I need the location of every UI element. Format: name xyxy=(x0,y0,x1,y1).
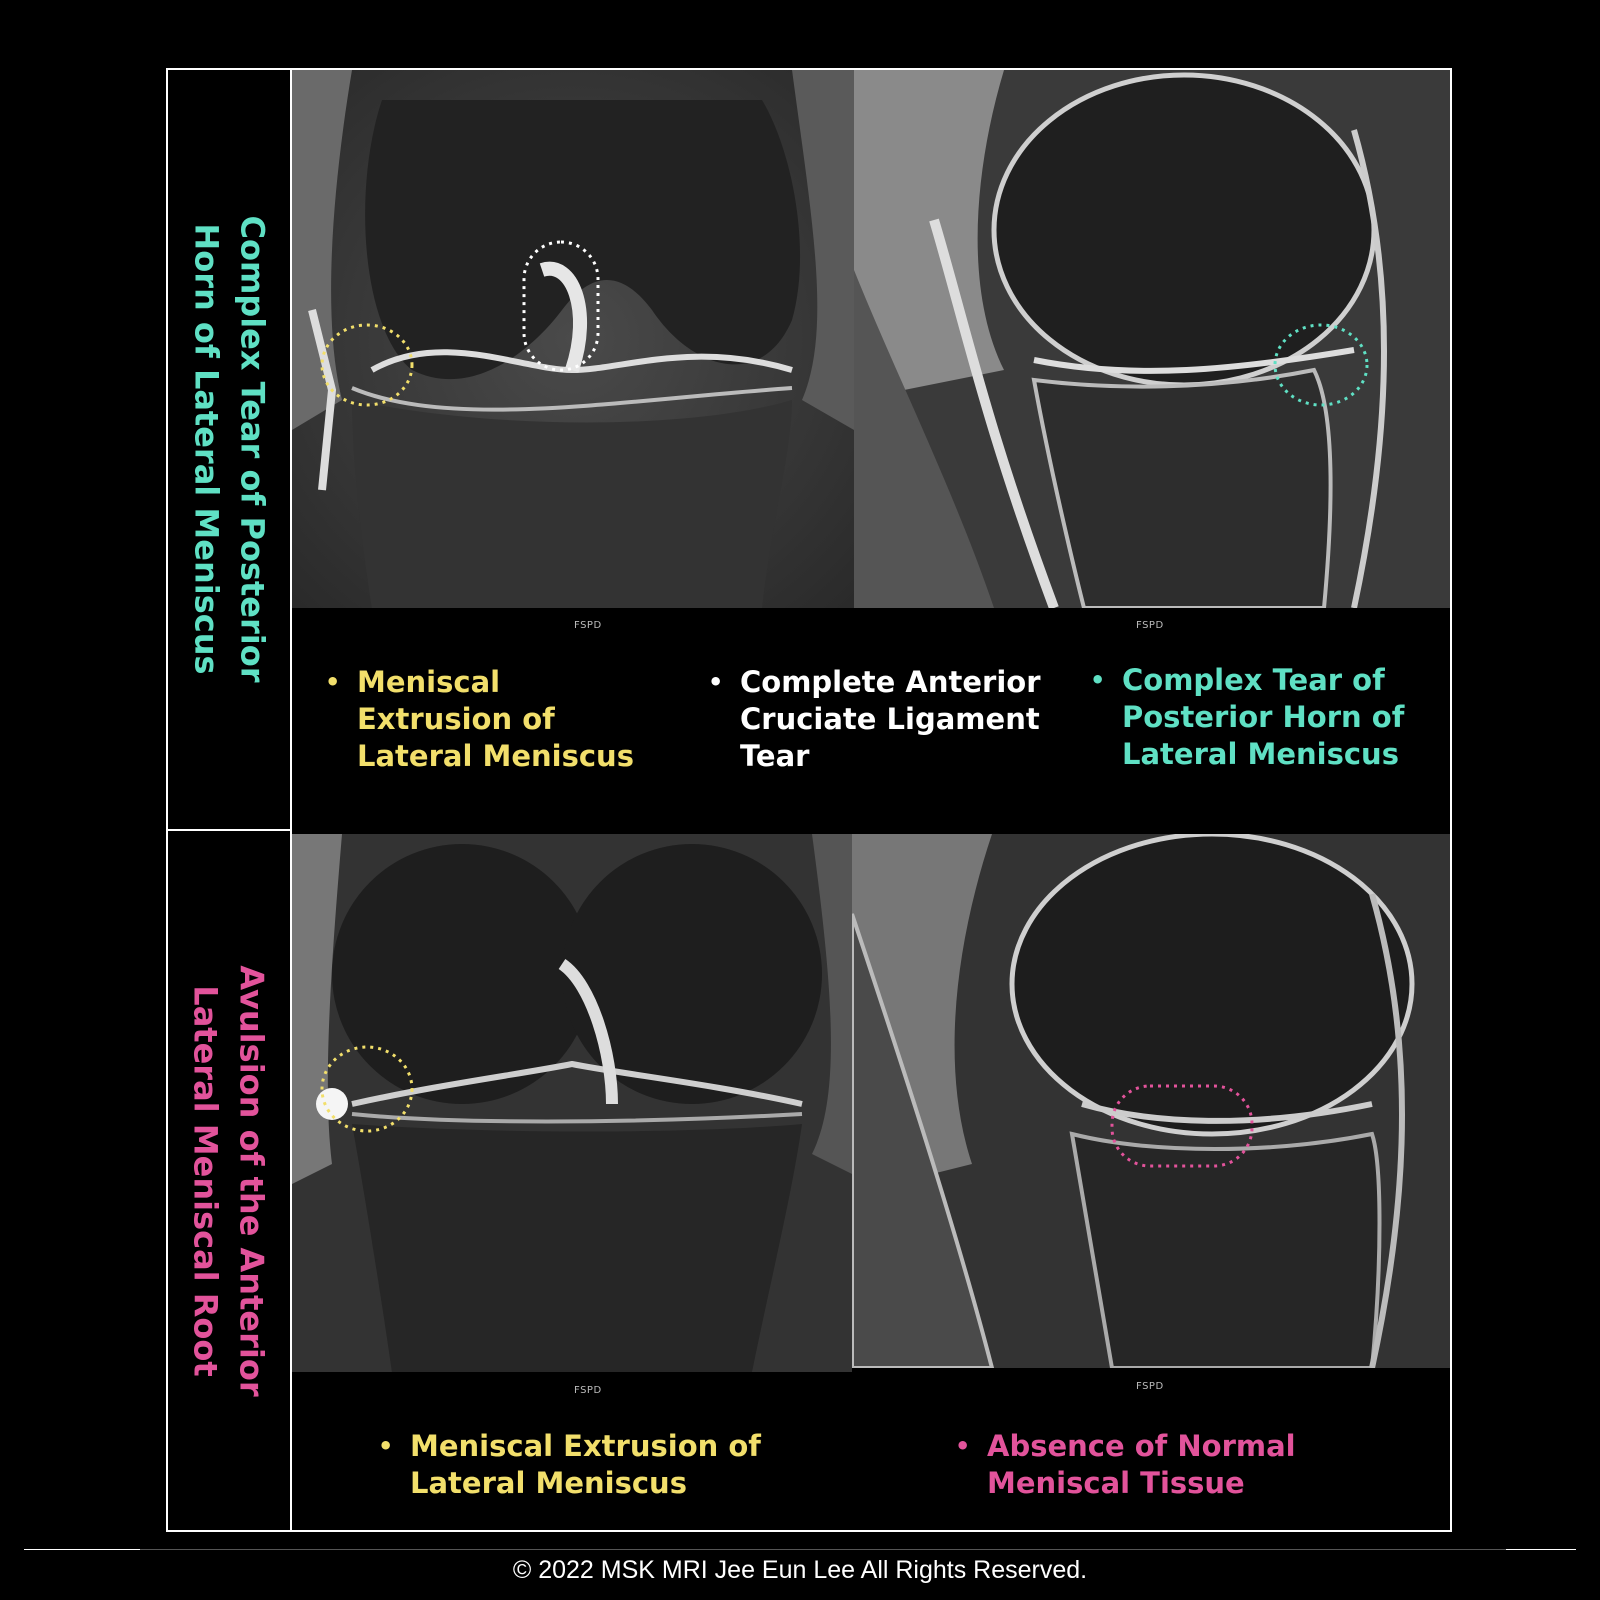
bullet-top-1-line-3: Lateral Meniscus xyxy=(357,739,634,773)
bullet-top-2-line-3: Tear xyxy=(740,739,810,773)
footer-rule-left xyxy=(24,1549,140,1550)
bullet-top-1-line-1: Meniscal xyxy=(357,665,501,699)
copyright-footer: © 2022 MSK MRI Jee Eun Lee All Rights Reserved. xyxy=(512,1556,1088,1584)
mri-coronal-bottom xyxy=(292,834,852,1372)
mri-sagittal-bottom xyxy=(852,834,1450,1368)
bullet-top-3: • Complex Tear of Posterior Horn of Lateral Meniscus xyxy=(1090,663,1405,771)
footer-rule xyxy=(140,1549,1576,1550)
bullet-top-3-line-2: Posterior Horn of xyxy=(1122,700,1405,734)
bullet-bottom-1-line-1: Meniscal Extrusion of xyxy=(410,1429,761,1463)
bullet-bottom-1-line-2: Lateral Meniscus xyxy=(410,1466,687,1500)
bullet-top-1-line-2: Extrusion of xyxy=(357,702,555,736)
bullet-bottom-2-line-2: Meniscal Tissue xyxy=(987,1466,1245,1500)
side-label-bottom-line-1: Avulsion of the Anterior xyxy=(233,965,271,1397)
side-label-bottom-line-2: Lateral Meniscal Root xyxy=(187,985,225,1377)
bullet-top-3-line-3: Lateral Meniscus xyxy=(1122,737,1399,771)
sequence-tag-top-left: FSPD xyxy=(574,620,602,631)
bullet-bottom-1: • Meniscal Extrusion of Lateral Meniscus xyxy=(378,1429,761,1500)
side-label-top xyxy=(168,70,290,828)
bullet-top-2: • Complete Anterior Cruciate Ligament Tear xyxy=(708,665,1041,773)
sequence-tag-top-right: FSPD xyxy=(1136,620,1164,631)
bullet-top-1: • Meniscal Extrusion of Lateral Meniscus xyxy=(325,665,634,773)
row-divider xyxy=(166,829,290,831)
side-label-top-line-1: Complex Tear of Posterior xyxy=(233,215,272,683)
mri-coronal-top xyxy=(292,70,854,608)
sequence-tag-bottom-right: FSPD xyxy=(1136,1381,1164,1392)
side-label-top-line-2: Horn of Lateral Meniscus xyxy=(187,223,226,675)
sequence-tag-bottom-left: FSPD xyxy=(574,1385,602,1396)
bullet-bottom-2: • Absence of Normal Meniscal Tissue xyxy=(955,1429,1296,1500)
bullet-top-2-line-2: Cruciate Ligament xyxy=(740,702,1040,736)
bullet-top-2-line-1: Complete Anterior xyxy=(740,665,1041,699)
mri-sagittal-top xyxy=(854,70,1450,608)
bullet-bottom-2-line-1: Absence of Normal xyxy=(987,1429,1296,1463)
footer-rule-right xyxy=(1506,1549,1576,1550)
bullet-top-3-line-1: Complex Tear of xyxy=(1122,663,1385,697)
side-label-bottom xyxy=(168,832,290,1530)
